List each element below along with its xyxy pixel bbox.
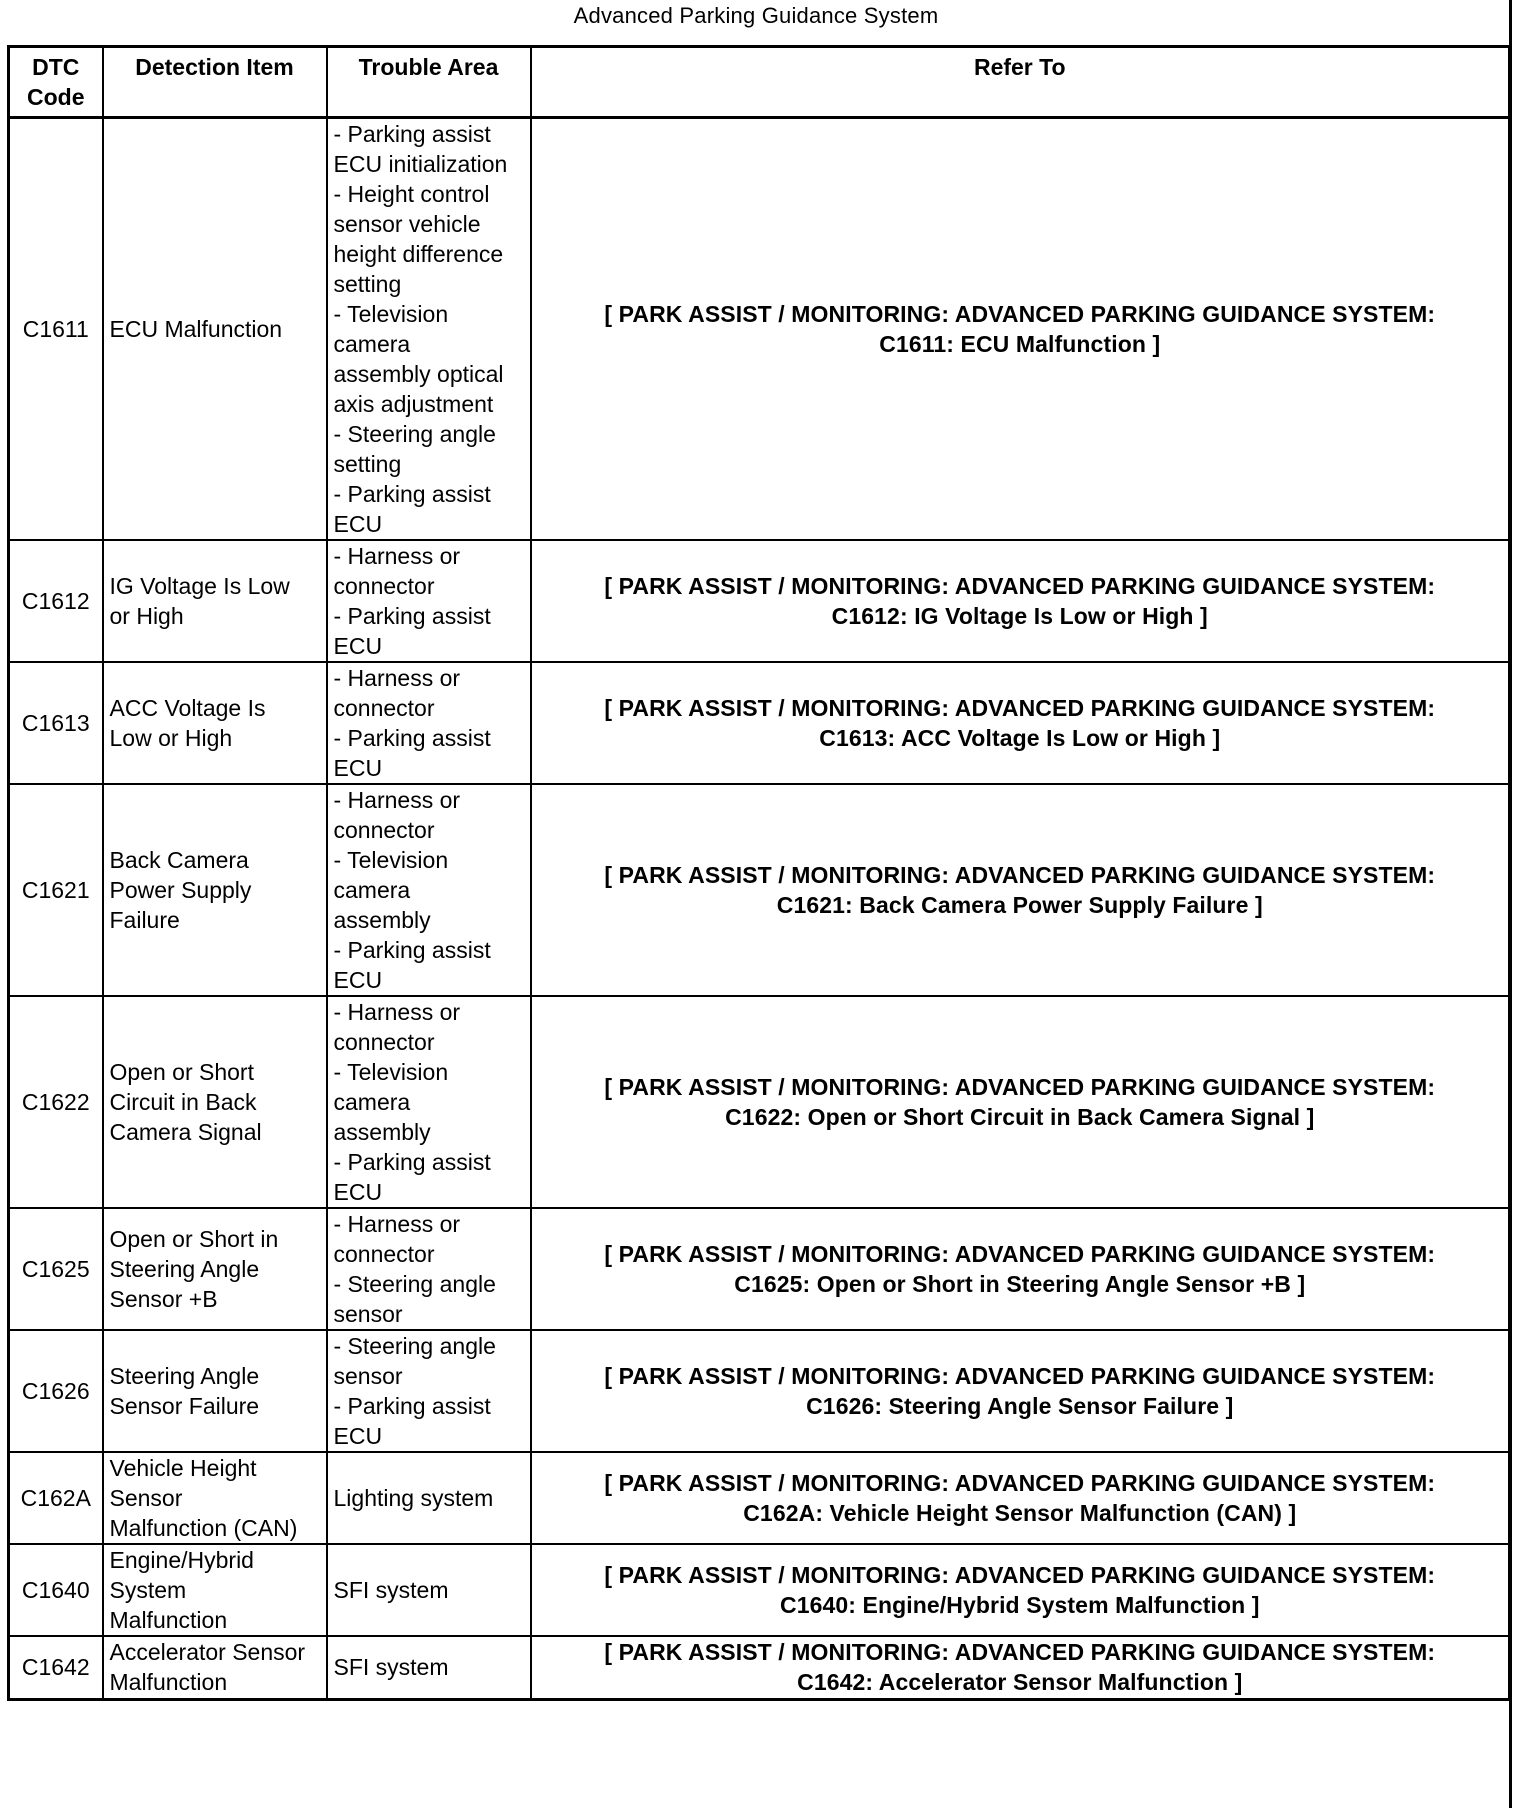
detection-item-cell-line: Malfunction (CAN) — [109, 1515, 298, 1541]
refer-to-cell-line: [ PARK ASSIST / MONITORING: ADVANCED PARKING GUIDANCE SYSTEM: — [604, 573, 1436, 599]
table-row — [9, 540, 1510, 662]
trouble-area-cell-line: - Parking assist — [333, 603, 491, 629]
refer-to-cell-line: [ PARK ASSIST / MONITORING: ADVANCED PARKING GUIDANCE SYSTEM: — [604, 1470, 1436, 1496]
table-row — [9, 1330, 1510, 1452]
detection-item-cell-line: Steering Angle — [109, 1256, 260, 1282]
refer-to-cell-line: C1621: Back Camera Power Supply Failure ] — [776, 892, 1263, 918]
detection-item-cell — [103, 662, 327, 784]
refer-to-cell[interactable] — [531, 1208, 1510, 1330]
trouble-area-cell-line: sensor — [333, 1301, 403, 1327]
detection-item-cell-line: Sensor +B — [109, 1286, 218, 1312]
refer-to-cell-line: C1612: IG Voltage Is Low or High ] — [831, 603, 1208, 629]
refer-to-cell-line: C1613: ACC Voltage Is Low or High ] — [819, 725, 1221, 751]
refer-to-cell[interactable] — [531, 1636, 1510, 1699]
table-row — [9, 662, 1510, 784]
table-body — [9, 118, 1510, 1700]
trouble-area-cell-line: setting — [333, 271, 402, 297]
refer-to-cell-line: [ PARK ASSIST / MONITORING: ADVANCED PARKING GUIDANCE SYSTEM: — [604, 301, 1436, 327]
trouble-area-cell-line: ECU — [333, 633, 383, 659]
detection-item-cell-line: Power Supply — [109, 877, 252, 903]
trouble-area-cell-line: setting — [333, 451, 402, 477]
detection-item-cell-line: Engine/Hybrid — [109, 1547, 254, 1573]
refer-to-cell[interactable] — [531, 662, 1510, 784]
trouble-area-cell — [327, 1330, 531, 1452]
detection-item-cell-line: Malfunction — [109, 1669, 228, 1696]
detection-item-cell-line: or High — [109, 603, 184, 629]
trouble-area-cell-line: camera — [333, 877, 411, 903]
detection-item-cell-line: ACC Voltage Is — [109, 695, 266, 721]
detection-item-cell — [103, 1452, 327, 1544]
refer-to-cell-line: C1611: ECU Malfunction ] — [879, 331, 1161, 357]
trouble-area-cell — [327, 540, 531, 662]
trouble-area-cell-line: - Harness or — [333, 787, 461, 813]
detection-item-cell — [103, 784, 327, 996]
trouble-area-cell-line: ECU — [333, 967, 383, 993]
trouble-area-cell-line: sensor — [333, 1363, 403, 1389]
detection-item-cell-line: Accelerator Sensor — [109, 1639, 306, 1666]
detection-item-cell-line: Open or Short — [109, 1059, 254, 1085]
dtc-code-cell: C162A — [9, 1452, 103, 1544]
detection-item-cell — [103, 540, 327, 662]
trouble-area-cell-line: sensor vehicle — [333, 211, 481, 237]
trouble-area-cell-line: - Harness or — [333, 665, 461, 691]
header-dtc-code — [9, 47, 103, 118]
trouble-area-cell-line: connector — [333, 1029, 435, 1055]
detection-item-cell-line: Camera Signal — [109, 1119, 262, 1145]
trouble-area-cell-line: connector — [333, 1241, 435, 1267]
refer-to-cell-line: [ PARK ASSIST / MONITORING: ADVANCED PARKING GUIDANCE SYSTEM: — [604, 1074, 1436, 1100]
trouble-area-cell-line: - Television — [333, 301, 449, 327]
refer-to-cell[interactable] — [531, 784, 1510, 996]
dtc-code-cell: C1640 — [9, 1544, 103, 1636]
dtc-code-cell: C1622 — [9, 996, 103, 1208]
trouble-area-cell-line: - Parking assist — [333, 1393, 491, 1419]
trouble-area-cell-line: - Steering angle — [333, 1333, 496, 1359]
refer-to-cell-line: [ PARK ASSIST / MONITORING: ADVANCED PARKING GUIDANCE SYSTEM: — [604, 1241, 1436, 1267]
trouble-area-cell-line: - Steering angle — [333, 1271, 496, 1297]
detection-item-cell-line: Failure — [109, 907, 180, 933]
table-row — [9, 1208, 1510, 1330]
dtc-table — [7, 45, 1511, 1701]
dtc-code-cell: C1613 — [9, 662, 103, 784]
refer-to-cell[interactable] — [531, 996, 1510, 1208]
trouble-area-cell-line: - Parking assist — [333, 481, 491, 507]
refer-to-cell-line: [ PARK ASSIST / MONITORING: ADVANCED PARKING GUIDANCE SYSTEM: — [604, 1562, 1436, 1588]
table-header — [9, 47, 1510, 118]
table-row — [9, 784, 1510, 996]
table-row — [9, 1452, 1510, 1544]
trouble-area-cell-line: ECU — [333, 755, 383, 781]
trouble-area-cell-line: assembly — [333, 1119, 431, 1145]
dtc-code-cell: C1626 — [9, 1330, 103, 1452]
refer-to-cell[interactable] — [531, 1330, 1510, 1452]
trouble-area-cell-line: - Television — [333, 847, 449, 873]
detection-item-cell — [103, 996, 327, 1208]
trouble-area-cell-line: camera — [333, 1089, 411, 1115]
trouble-area-cell-line: assembly optical — [333, 361, 504, 387]
detection-item-cell-line: Sensor — [109, 1485, 183, 1511]
table-row — [9, 118, 1510, 541]
header-row — [9, 47, 1510, 118]
detection-item-cell-line: ECU Malfunction — [109, 316, 283, 342]
trouble-area-cell — [327, 1636, 531, 1699]
header-detection-item: Detection Item — [103, 47, 327, 118]
trouble-area-cell — [327, 1544, 531, 1636]
trouble-area-cell — [327, 996, 531, 1208]
trouble-area-cell-line: ECU — [333, 1423, 383, 1449]
refer-to-cell[interactable] — [531, 1544, 1510, 1636]
trouble-area-cell-line: ECU initialization — [333, 151, 508, 177]
refer-to-cell-line: C1622: Open or Short Circuit in Back Camera Signal ] — [725, 1104, 1315, 1130]
refer-to-cell-line: [ PARK ASSIST / MONITORING: ADVANCED PARKING GUIDANCE SYSTEM: — [604, 862, 1436, 888]
trouble-area-cell-line: - Steering angle — [333, 421, 496, 447]
trouble-area-cell — [327, 118, 531, 541]
trouble-area-cell-line: axis adjustment — [333, 391, 494, 417]
trouble-area-cell-line: connector — [333, 817, 435, 843]
dtc-code-cell: C1642 — [9, 1636, 103, 1699]
header-dtc-code-line1: DTC — [32, 54, 80, 80]
trouble-area-cell-line: ECU — [333, 511, 383, 537]
refer-to-cell-line: [ PARK ASSIST / MONITORING: ADVANCED PARKING GUIDANCE SYSTEM: — [604, 1639, 1436, 1666]
detection-item-cell-line: Sensor Failure — [109, 1393, 260, 1419]
trouble-area-cell-line: SFI system — [333, 1577, 449, 1603]
detection-item-cell — [103, 1544, 327, 1636]
refer-to-cell-line: C162A: Vehicle Height Sensor Malfunction (CAN) ] — [743, 1500, 1297, 1526]
trouble-area-cell-line: connector — [333, 573, 435, 599]
header-dtc-code-line2: Code — [27, 84, 85, 110]
trouble-area-cell-line: SFI system — [333, 1654, 449, 1681]
trouble-area-cell-line: - Harness or — [333, 1211, 461, 1237]
trouble-area-cell-line: connector — [333, 695, 435, 721]
detection-item-cell-line: Malfunction — [109, 1607, 228, 1633]
trouble-area-cell-line: - Harness or — [333, 543, 461, 569]
trouble-area-cell-line: Lighting system — [333, 1485, 494, 1511]
detection-item-cell-line: Open or Short in — [109, 1226, 279, 1252]
refer-to-cell-line: [ PARK ASSIST / MONITORING: ADVANCED PARKING GUIDANCE SYSTEM: — [604, 1363, 1436, 1389]
table-row — [9, 1636, 1510, 1699]
trouble-area-cell-line: - Parking assist — [333, 121, 491, 147]
trouble-area-cell-line: - Height control — [333, 181, 490, 207]
detection-item-cell-line: Circuit in Back — [109, 1089, 257, 1115]
detection-item-cell — [103, 1208, 327, 1330]
detection-item-cell-line: Vehicle Height — [109, 1455, 257, 1481]
table-row — [9, 996, 1510, 1208]
header-trouble-area: Trouble Area — [327, 47, 531, 118]
detection-item-cell — [103, 1636, 327, 1699]
page-title: Advanced Parking Guidance System — [573, 3, 939, 28]
refer-to-cell-line: C1640: Engine/Hybrid System Malfunction ] — [779, 1592, 1260, 1618]
trouble-area-cell-line: - Parking assist — [333, 1149, 491, 1175]
detection-item-cell-line: System — [109, 1577, 187, 1603]
refer-to-cell-line: [ PARK ASSIST / MONITORING: ADVANCED PARKING GUIDANCE SYSTEM: — [604, 695, 1436, 721]
dtc-code-cell: C1625 — [9, 1208, 103, 1330]
trouble-area-cell — [327, 1208, 531, 1330]
refer-to-cell-line: C1626: Steering Angle Sensor Failure ] — [806, 1393, 1234, 1419]
dtc-code-cell: C1611 — [9, 118, 103, 541]
trouble-area-cell-line: camera — [333, 331, 411, 357]
detection-item-cell-line: IG Voltage Is Low — [109, 573, 290, 599]
trouble-area-cell-line: - Parking assist — [333, 725, 491, 751]
detection-item-cell — [103, 1330, 327, 1452]
trouble-area-cell — [327, 662, 531, 784]
trouble-area-cell-line: - Television — [333, 1059, 449, 1085]
header-refer-to: Refer To — [531, 47, 1510, 118]
detection-item-cell-line: Back Camera — [109, 847, 249, 873]
trouble-area-cell-line: ECU — [333, 1179, 383, 1205]
dtc-code-cell: C1621 — [9, 784, 103, 996]
trouble-area-cell-line: - Harness or — [333, 999, 461, 1025]
detection-item-cell-line: Steering Angle — [109, 1363, 260, 1389]
trouble-area-cell-line: assembly — [333, 907, 431, 933]
refer-to-cell[interactable] — [531, 540, 1510, 662]
refer-to-cell[interactable] — [531, 118, 1510, 541]
trouble-area-cell-line: - Parking assist — [333, 937, 491, 963]
trouble-area-cell-line: height difference — [333, 241, 504, 267]
refer-to-cell[interactable] — [531, 1452, 1510, 1544]
table-row — [9, 1544, 1510, 1636]
trouble-area-cell — [327, 1452, 531, 1544]
detection-item-cell-line: Low or High — [109, 725, 233, 751]
detection-item-cell — [103, 118, 327, 541]
dtc-code-cell: C1612 — [9, 540, 103, 662]
trouble-area-cell — [327, 784, 531, 996]
refer-to-cell-line: C1642: Accelerator Sensor Malfunction ] — [797, 1669, 1243, 1696]
refer-to-cell-line: C1625: Open or Short in Steering Angle Sensor +B ] — [734, 1271, 1306, 1297]
